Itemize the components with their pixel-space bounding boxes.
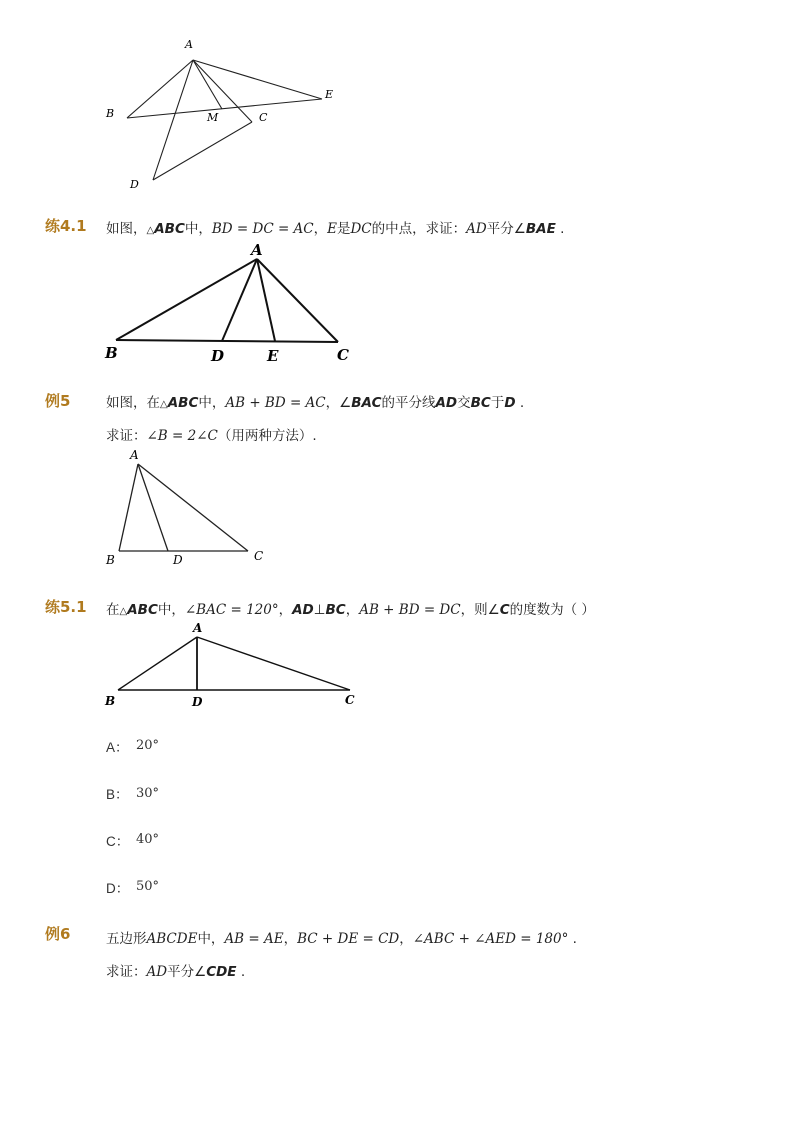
label-d: D xyxy=(192,695,203,709)
text-segment: ， xyxy=(313,221,328,237)
option-d-letter: D： xyxy=(106,881,130,896)
text-segment: 于 xyxy=(490,395,505,411)
math-c: C xyxy=(499,602,510,618)
label-d: D xyxy=(211,347,225,365)
text-segment: （用两种方法）. xyxy=(217,428,317,444)
math-cde: CDE xyxy=(206,964,237,980)
segment-ae xyxy=(257,259,275,341)
label-d: D xyxy=(173,553,183,567)
math-abc: ABC xyxy=(167,395,199,411)
segment-ab xyxy=(119,464,138,551)
example-5-proof-line xyxy=(106,424,317,444)
problem-4-1-statement xyxy=(106,217,564,237)
math-ad: AD xyxy=(435,395,458,411)
text-segment: 交 xyxy=(457,395,471,411)
label-b: B xyxy=(105,694,116,708)
segment-ad xyxy=(222,259,257,341)
label-c: C xyxy=(345,693,355,707)
text-segment: ，∠ xyxy=(325,395,352,411)
label-b: B xyxy=(106,553,115,567)
text-segment: 平分∠ xyxy=(167,964,207,980)
label-e: E xyxy=(267,347,279,365)
text-segment: 求证： xyxy=(106,964,147,980)
math-ad: AD xyxy=(466,221,487,237)
text-segment: 的平分线 xyxy=(381,395,436,411)
label-a: A xyxy=(251,241,263,259)
problem-tag-4-1: 练4.1 xyxy=(45,217,87,235)
text-segment: 中， xyxy=(198,395,226,411)
math-ab-bd-dc: AB + BD = DC xyxy=(359,602,461,618)
label-c: C xyxy=(337,346,349,364)
math-bc: BC xyxy=(470,395,491,411)
math-abcde: ABCDE xyxy=(146,931,198,947)
segment-ab xyxy=(118,637,197,690)
text-segment: . xyxy=(555,221,565,237)
math-dc: DC xyxy=(350,221,372,237)
segment-ac xyxy=(197,637,350,690)
math-bc: BC xyxy=(325,602,346,618)
math-d: D xyxy=(504,395,516,411)
figure-4-1 xyxy=(0,235,800,375)
math-ad: AD xyxy=(146,964,168,980)
label-a: A xyxy=(185,38,193,51)
label-b: B xyxy=(106,107,115,120)
text-segment: 的度数为（ ） xyxy=(509,602,595,618)
math-angle-b-2c: ∠B = 2∠C xyxy=(146,428,218,444)
math-angle-sum: ∠ABC + ∠AED = 180° xyxy=(412,931,569,947)
label-c: C xyxy=(254,549,264,563)
math-e: E xyxy=(327,221,337,237)
triangle-symbol: △ xyxy=(146,225,155,236)
option-d-value: 50° xyxy=(136,879,160,894)
label-b: B xyxy=(105,344,118,362)
option-b-letter: B： xyxy=(106,787,129,802)
text-segment: ， xyxy=(399,931,413,947)
text-segment: 平分∠ xyxy=(486,221,526,237)
math-bac: BAC xyxy=(351,395,382,411)
triangle-symbol: △ xyxy=(119,606,128,617)
option-a-letter: A： xyxy=(106,740,129,755)
label-a: A xyxy=(130,448,139,462)
label-a: A xyxy=(193,621,203,635)
label-e: E xyxy=(325,88,334,101)
text-segment: 如图，在 xyxy=(106,395,160,411)
text-segment: 求证： xyxy=(106,428,147,444)
math-angle-bac-120: ∠BAC = 120° xyxy=(184,602,279,618)
text-segment: ， xyxy=(345,602,360,618)
text-segment: 五边形 xyxy=(106,931,147,947)
text-segment: . xyxy=(515,395,525,411)
example-6-proof-line xyxy=(106,960,245,980)
text-segment: 是 xyxy=(336,221,351,237)
example-tag-5: 例5 xyxy=(45,392,71,410)
figure-5-1 xyxy=(0,615,800,715)
label-m: M xyxy=(207,111,219,124)
segment-ac xyxy=(138,464,248,551)
math-bae: BAE xyxy=(525,221,556,237)
text-segment: 中， xyxy=(157,602,185,618)
math-bd-dc-ac: BD = DC = AC xyxy=(211,221,314,237)
text-segment: 的中点，求证： xyxy=(371,221,467,237)
text-segment: ，则∠ xyxy=(460,602,500,618)
text-segment: . xyxy=(236,964,246,980)
math-ab-ae: AB = AE xyxy=(224,931,284,947)
label-d: D xyxy=(130,178,139,191)
text-segment: 中， xyxy=(184,221,212,237)
example-6-statement xyxy=(106,927,577,947)
example-tag-6: 例6 xyxy=(45,925,71,943)
math-bc-de-cd: BC + DE = CD xyxy=(297,931,400,947)
math-abc: ABC xyxy=(154,221,185,237)
text-segment: 中， xyxy=(197,931,225,947)
text-segment: ， xyxy=(283,931,298,947)
text-segment: ， xyxy=(278,602,293,618)
example-5-statement xyxy=(106,391,524,411)
figure-top xyxy=(0,0,800,200)
segment-dc xyxy=(153,122,252,180)
text-segment: . xyxy=(568,931,577,947)
label-c: C xyxy=(259,111,268,124)
option-b-value: 30° xyxy=(136,786,160,801)
text-segment: 在 xyxy=(106,602,120,618)
math-abc: ABC xyxy=(127,602,158,618)
math-ad: AD xyxy=(292,602,314,618)
figure-5 xyxy=(0,445,800,575)
option-c-value: 40° xyxy=(136,832,160,847)
option-a-value: 20° xyxy=(136,738,160,753)
segment-ac xyxy=(257,259,338,342)
math-ab-bd-ac: AB + BD = AC xyxy=(225,395,326,411)
perpendicular-symbol: ⊥ xyxy=(313,602,326,618)
option-c-letter: C： xyxy=(106,834,130,849)
problem-tag-5-1: 练5.1 xyxy=(45,598,87,616)
segment-ad xyxy=(138,464,168,551)
text-segment: 如图， xyxy=(106,221,147,237)
segment-be xyxy=(127,99,322,118)
segment-ab xyxy=(116,259,257,340)
segment-bc xyxy=(116,340,338,342)
triangle-symbol: △ xyxy=(160,399,168,410)
